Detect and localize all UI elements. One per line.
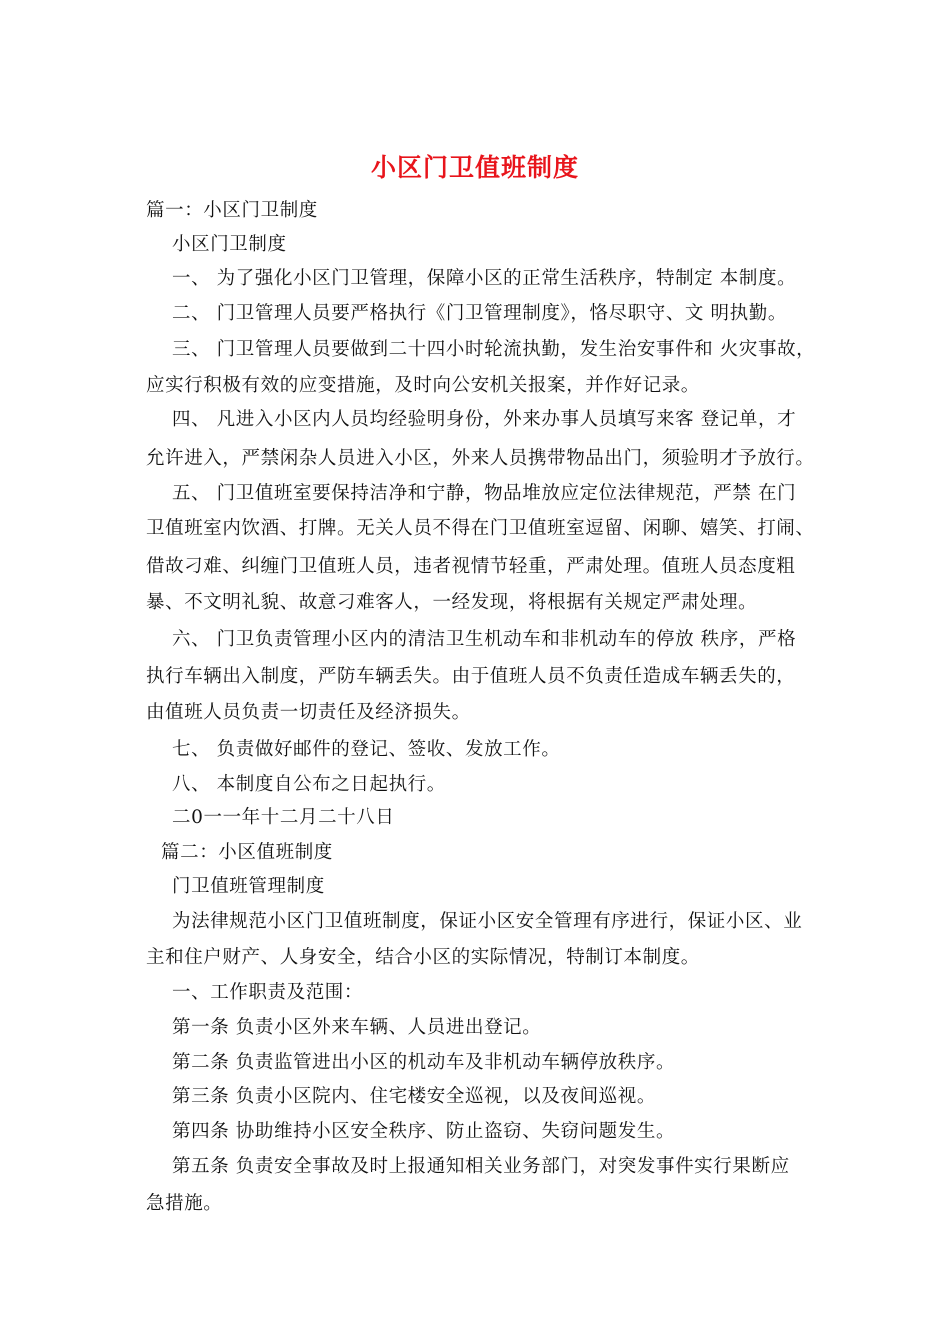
paragraph-line: 六、 门卫负责管理小区内的清洁卫生机动车和非机动车的停放 秩序，严格 [172, 629, 797, 650]
paragraph-line: 四、 凡进入小区内人员均经验明身份，外来办事人员填写来客 登记单，才 [172, 409, 797, 430]
paragraph-line: 第三条 负责小区院内、住宅楼安全巡视，以及夜间巡视。 [172, 1086, 656, 1107]
paragraph-line: 借故刁难、纠缠门卫值班人员，违者视情节轻重，严肃处理。值班人员态度粗 [146, 556, 796, 577]
paragraph-line: 允许进入，严禁闲杂人员进入小区，外来人员携带物品出门，须验明才予放行。 [146, 448, 815, 469]
paragraph-line: 八、 本制度自公布之日起执行。 [172, 774, 446, 795]
document-title: 小区门卫值班制度 [370, 153, 579, 182]
section-heading-2: 篇二：小区值班制度 [161, 842, 333, 863]
paragraph-line: 一、 为了强化小区门卫管理，保障小区的正常生活秩序，特制定 本制度。 [172, 268, 797, 289]
paragraph-line: 第四条 协助维持小区安全秩序、防止盗窃、失窃问题发生。 [172, 1121, 676, 1142]
paragraph-line: 第一条 负责小区外来车辆、人员进出登记。 [172, 1017, 542, 1038]
paragraph-line: 主和住户财产、人身安全，结合小区的实际情况，特制订本制度。 [146, 947, 700, 968]
paragraph-line: 卫值班室内饮酒、打牌。无关人员不得在门卫值班室逗留、闲聊、嬉笑、打闹、 [146, 518, 815, 539]
paragraph-line: 暴、不文明礼貌、故意刁难客人，一经发现，将根据有关规定严肃处理。 [146, 592, 758, 613]
date-line: 二0一一年十二月二十八日 [172, 807, 395, 828]
paragraph-line: 急措施。 [146, 1193, 223, 1214]
paragraph-line: 七、 负责做好邮件的登记、签收、发放工作。 [172, 739, 561, 760]
paragraph-line: 为法律规范小区门卫值班制度，保证小区安全管理有序进行，保证小区、业 [172, 911, 803, 932]
paragraph-line: 五、 门卫值班室要保持洁净和宁静，物品堆放应定位法律规范，严禁 在门 [172, 483, 797, 504]
section-heading-1: 篇一：小区门卫制度 [146, 200, 318, 221]
paragraph-line: 三、 门卫管理人员要做到二十四小时轮流执勤，发生治安事件和 火灾事故， [172, 339, 816, 360]
paragraph-line: 一、工作职责及范围： [172, 982, 364, 1003]
paragraph-line: 由值班人员负责一切责任及经济损失。 [146, 702, 471, 723]
subsection-heading: 门卫值班管理制度 [172, 876, 325, 897]
paragraph-line: 第五条 负责安全事故及时上报通知相关业务部门，对突发事件实行果断应 [172, 1156, 790, 1177]
paragraph-line: 第二条 负责监管进出小区的机动车及非机动车辆停放秩序。 [172, 1052, 676, 1073]
paragraph-line: 二、 门卫管理人员要严格执行《门卫管理制度》，恪尽职守、文 明执勤。 [172, 303, 787, 324]
subsection-heading: 小区门卫制度 [172, 234, 287, 255]
paragraph-line: 执行车辆出入制度，严防车辆丢失。由于值班人员不负责任造成车辆丢失的， [146, 666, 796, 687]
paragraph-line: 应实行积极有效的应变措施，及时向公安机关报案，并作好记录。 [146, 375, 700, 396]
